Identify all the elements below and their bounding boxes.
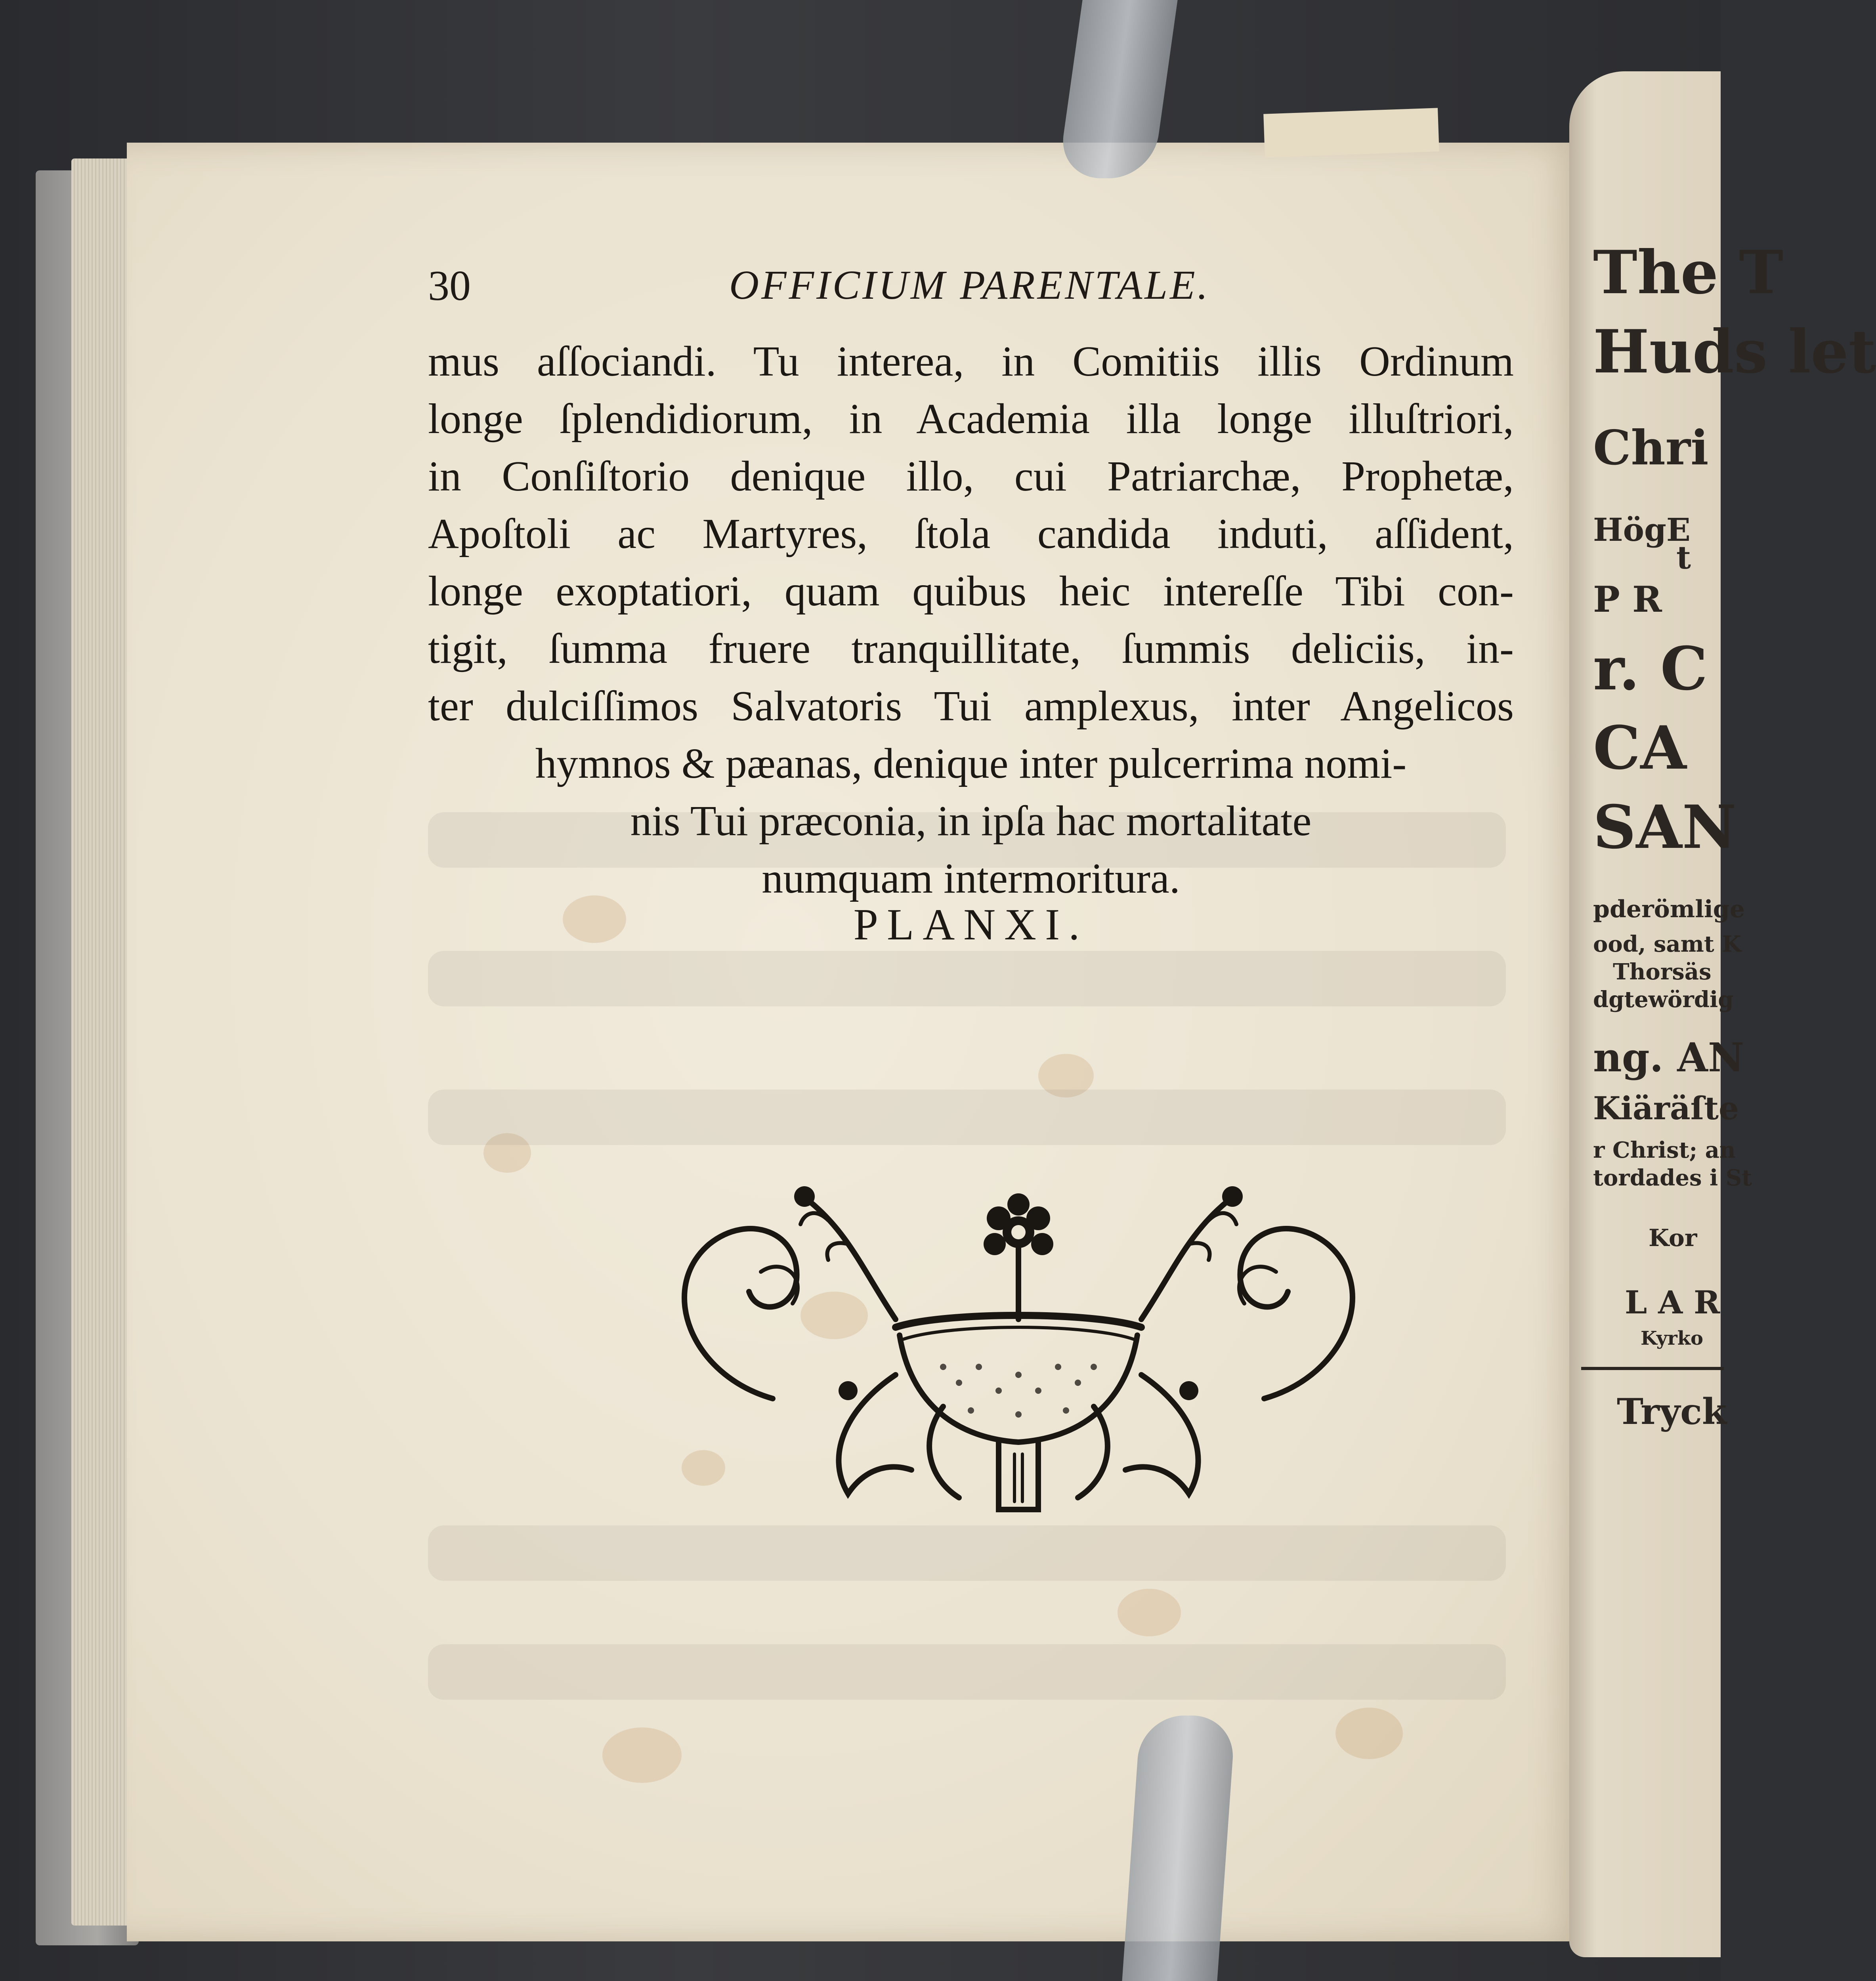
facing-page-fragment: Thorsäs <box>1613 959 1712 985</box>
facing-page-fragment: Kiäräſte <box>1593 1090 1739 1127</box>
text-line: mus aſſociandi. Tu interea, in Comitiis illis Ordinum <box>428 338 1514 385</box>
body-text <box>428 333 1514 907</box>
facing-page-fragment: Tryck <box>1617 1391 1727 1433</box>
facing-page-fragment: t <box>1676 539 1691 576</box>
foxing-stain <box>1335 1708 1403 1759</box>
facing-page-fragment: Huds let <box>1593 317 1876 387</box>
facing-page-fragment: CA <box>1593 713 1687 783</box>
text-line: in Conſiſtorio denique illo, cui Patriarchæ, Prophetæ, <box>428 453 1514 500</box>
floral-vignette-ornament <box>642 1153 1395 1525</box>
show-through-line <box>428 1644 1506 1700</box>
facing-page <box>1569 71 1876 1957</box>
facing-page-fragment: pderömlige <box>1593 895 1745 923</box>
running-title: OFFICIUM PARENTALE. <box>729 262 1210 308</box>
text-line-centered: nis Tui præconia, in ipſa hac mortalitate <box>630 798 1312 845</box>
show-through-line <box>428 951 1506 1006</box>
facing-page-fragment: dgtewördig <box>1593 987 1734 1013</box>
foxing-stain <box>602 1727 682 1783</box>
facing-page-fragment: L A R <box>1625 1284 1720 1321</box>
page-number: 30 <box>428 262 471 309</box>
text-line: longe ſplendidiorum, in Academia illa longe illuſtriori, <box>428 395 1514 443</box>
text-line: longe exoptatiori, quam quibus heic intereſſe Tibi con- <box>428 568 1514 615</box>
text-line: tigit, ſumma fruere tranquillitate, ſummis deliciis, in- <box>428 625 1514 672</box>
text-line-centered: numquam intermoritura. <box>762 855 1180 902</box>
facing-page-fragment: The T <box>1593 238 1783 307</box>
facing-page-fragment: HögE <box>1593 511 1691 548</box>
text-line: Apoſtoli ac Martyres, ſtola candida induti, aſſident, <box>428 510 1514 557</box>
foxing-stain <box>1118 1589 1181 1636</box>
text-line: ter dulciſſimos Salvatoris Tui amplexus, inter Angelicos <box>428 683 1514 730</box>
facing-page-fragment: Kyrko <box>1641 1327 1704 1349</box>
facing-page-fragment: P R <box>1593 578 1662 620</box>
paper-tab <box>1263 108 1439 157</box>
facing-page-fragment: Chri <box>1593 420 1709 476</box>
facing-page-fragment: SAN <box>1593 792 1737 862</box>
facing-page-fragment: tordades i St <box>1593 1165 1752 1191</box>
facing-page-fragment: r. C <box>1593 634 1708 704</box>
book-page-edges <box>71 158 135 1926</box>
page-header <box>428 261 1514 317</box>
facing-page-fragment: ng. AN <box>1593 1034 1744 1081</box>
show-through-line <box>428 1525 1506 1581</box>
facing-page-rule <box>1581 1367 1724 1370</box>
facing-page-fragment: ood, samt K <box>1593 931 1741 957</box>
facing-page-fragment: r Christ; an <box>1593 1137 1736 1163</box>
facing-page-fragment: Kor <box>1649 1224 1697 1252</box>
show-through-line <box>428 1090 1506 1145</box>
closing-word: PLANXI. <box>853 900 1089 949</box>
text-line-centered: hymnos & pæanas, denique inter pulcerrima nomi- <box>535 740 1407 787</box>
